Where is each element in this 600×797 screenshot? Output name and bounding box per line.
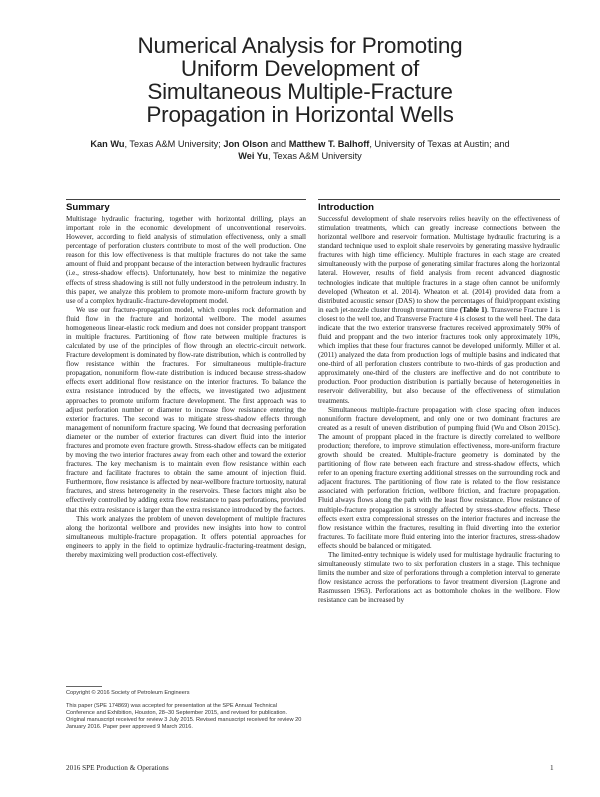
journal-footer: 2016 SPE Production & Operations [66, 764, 169, 772]
summary-paragraph-1: Multistage hydraulic fracturing, together with horizontal drilling, plays an important role in the economic development of unconventional reservoirs. However, according to field analysis of stimulation effectiveness, only a small percentage of perforation clusters contribute to most of the well production. One reason for this low effectiveness is that multiple fractures do not take the same amount of fluid and proppant because of the interaction between hydraulic fractures (i.e., stress-shadow effects). Unfortunately, how best to minimize the negative effects of stress shadowing is still not fully understood in the petroleum industry. In this paper, we analyze this problem to promote more-uniform fracture growth by use of a complex hydraulic-fracture-development model. [66, 215, 306, 305]
paper-title [70, 34, 530, 126]
summary-paragraph-3: This work analyzes the problem of uneven development of multiple fractures along the horizontal wellbore and provides new insights into how to control simultaneous multiple-fracture propagation. It offers potential approaches for engineers to apply in the field to optimize hydraulic-fracturing-treatment design, thereby maximizing well production cost-effectively. [66, 514, 306, 559]
author-line-2 [70, 150, 530, 162]
copyright-notice: Copyright © 2016 Society of Petroleum Engineers [66, 690, 190, 696]
summary-section [66, 199, 306, 560]
introduction-heading: Introduction [318, 199, 560, 213]
author-affiliation: , Texas A&M University; [124, 139, 224, 149]
footnote-divider [66, 686, 102, 687]
author-list [70, 138, 530, 162]
author-line-1 [70, 138, 530, 150]
author-name: Matthew T. Balhoff [288, 139, 370, 149]
author-name: Wei Yu [238, 151, 268, 161]
author-name: Kan Wu [90, 139, 125, 149]
title-line: Propagation in Horizontal Wells [146, 102, 454, 127]
title-line: Uniform Development of [180, 56, 420, 81]
author-separator: and [268, 139, 289, 149]
author-affiliation: , Texas A&M University [268, 151, 362, 161]
page-number: 1 [550, 764, 554, 772]
summary-paragraph-2: We use our fracture-propagation model, which couples rock deformation and fluid flow in the fracture and horizontal wellbore. The model assumes homogeneous linear-elastic rock medium and does not consider proppant transport in multiple fractures. Partitioning of flow rate between multiple fractures is calculated by use of the principles of flow through an electric-circuit network. Fracture development is dominated by flow-rate distribution, which is controlled by flow resistance within the fractures. For simultaneous multiple-fracture propagation, nonuniform flow-rate distribution is induced because stress-shadow effects exert additional flow resistance on the interior fractures. To balance the extra resistance introduced by the effects, we investigated two adjustment approaches to promote uniform fracture development. The first approach was to adjust perforation number or diameter to increase flow resistance entering the exterior fractures. The second was to mitigate stress-shadow effects through management of nonuniform fracture spacing. We found that decreasing perforation diameter or the number of exterior fractures can divert fluid into the interior fractures and promote even fracture growth. Stress-shadow effects can be mitigated by moving the two interior fractures away from each other and toward the exterior fractures. The key mechanism is to maintain even flow resistance within each fracture and facilitate fractures to obtain the same amount of injection fluid. Furthermore, flow resistance is affected by near-wellbore fracture tortuosity, natural fractures, and stress heterogeneity in the reservoirs. These factors might also be effectively controlled by adding extra flow resistance to pass perforations, provided that this extra resistance is larger than the extra resistance introduced by the factors. [66, 305, 306, 514]
introduction-paragraph-3: The limited-entry technique is widely used for multistage hydraulic fracturing to simultaneously stimulate two to six perforation clusters in a stage. This technique limits the number and size of perforations through a completion interval to generate flow resistance across the perforations to favor treatment diversion (Lagrone and Rasmussen 1963). Perforations act as bottomhole chokes in the wellbore. Flow resistance can be increased by [318, 550, 560, 605]
intro-text: Successful development of shale reservoirs relies heavily on the effectiveness of stimulation treatments, which can greatly increase connections between the horizontal wellbore and reservoir formation. Multistage hydraulic fracturing is a standard technique used to exploit shale reservoirs by generating massive hydraulic fractures with high time efficiency. Multiple fractures in each stage are created simultaneously with the purpose of generating similar fractures along the horizontal lateral. However, results of field analysis from recent advanced diagnostic technologies indicate that multiple fractures in a stage often cannot be uniformly developed (Wheaton et al. 2014). Wheaton et al. (2014) provided data from a distributed acoustic sensor (DAS) to show the percentages of fluid/proppant existing in each jet-nozzle cluster through treatment time [318, 215, 560, 314]
footnote-text: This paper (SPE 174869) was accepted for presentation at the SPE Annual Technical Conference and Exhibition, Houston, 28–30 September 2015, and revised for publication. Original manuscript received for review 3 July 2015. Revised manuscript received for review 20 January 2016. Paper peer approved 9 March 2016. [66, 703, 302, 730]
summary-heading: Summary [66, 199, 306, 213]
title-line: Simultaneous Multiple-Fracture [147, 79, 453, 104]
table-reference-link[interactable]: (Table 1) [459, 305, 488, 314]
publication-footnote [66, 686, 306, 731]
author-affiliation: , University of Texas at Austin; and [369, 139, 510, 149]
introduction-paragraph-1 [318, 215, 560, 406]
introduction-paragraph-2: Simultaneous multiple-fracture propagation with close spacing often induces nonuniform fracture development, and only one or two dominant fractures are created as a result of uneven distribution of pumping fluid (Wu and Olson 2015c). The amount of proppant placed in the fracture is directly correlated to wellbore production; therefore, to improve stimulation effectiveness, more-uniform fracture growth should be created. Multiple-fracture geometry is dominated by the partitioning of flow rate between each fracture and stress-shadow effects, which refer to an opening fracture exerting additional stresses on the surrounding rock and adjacent fractures. The partitioning of flow rate is related to the flow resistance associated with perforation friction, wellbore friction, and fracture propagation. Fluid always flows along the path with the least flow resistance. Flow resistance of multiple-fracture propagation is strongly affected by stress-shadow effects. These effects exert extra compressional stresses on the interior fractures and increase the flow resistance within the fractures, resulting in fluid diverting into the exterior fractures. To facilitate more fluid entering into the interior fractures, stress-shadow effects should be balanced or mitigated. [318, 405, 560, 550]
title-line: Numerical Analysis for Promoting [137, 33, 463, 58]
introduction-section [318, 199, 560, 605]
author-name: Jon Olson [223, 139, 269, 149]
intro-text: . Transverse Fracture 1 is closest to the well toe, and Transverse Fracture 4 is closest to the well heel. The data indicate that the two exterior transverse fractures received approximately 90% of fluid and proppant and the two interior fractures took only approximately 10%, which implies that these four fractures cannot be developed uniformly. Miller et al. (2011) analyzed the data from production logs of multiple basins and indicated that one-third of all perforation clusters contribute to two-thirds of gas production and approximately one-third of the clusters are ineffective and do not contribute to production. Poor production distribution is partially because of heterogeneities in reservoir deliverability, but also because of the effectiveness of stimulation treatments. [318, 305, 560, 405]
